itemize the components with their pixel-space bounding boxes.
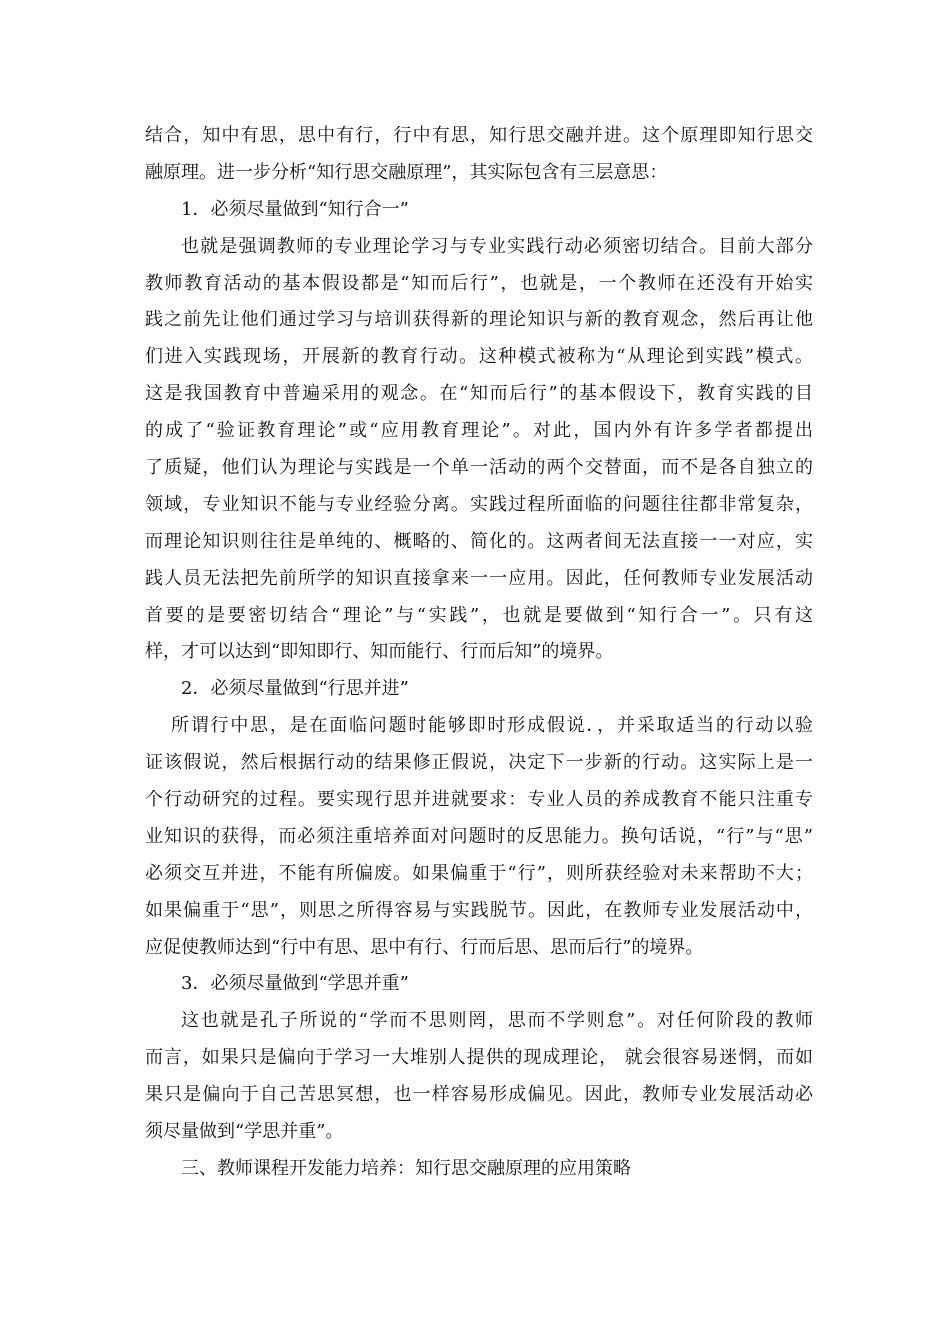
text-line: 的成了“验证教育理论”或“应用教育理论”。对此，国内外有许多学者都提出 [145, 420, 813, 442]
text-line: 必须交互并进，不能有所偏废。如果偏重于“行”，则所获经验对未来帮助不大； [145, 862, 813, 884]
text-line: 结合，知中有思，思中有行，行中有思，知行思交融并进。这个原理即知行思交 [145, 125, 813, 146]
text-line: 这也就是孔子所说的“学而不思则罔，思而不学则怠”。对任何阶段的教师 [181, 1010, 813, 1032]
text-line: 了质疑，他们认为理论与实践是一个单一活动的两个交替面，而不是各自独立的 [145, 457, 813, 479]
text-line: 领域，专业知识不能与专业经验分离。实践过程所面临的问题往往都非常复杂， [145, 493, 813, 515]
text-line: 们进入实践现场，开展新的教育行动。这种模式被称为“从理论到实践”模式。 [145, 346, 813, 368]
text-line: 践人员无法把先前所学的知识直接拿来一一应用。因此，任何教师专业发展活动 [145, 567, 813, 589]
text-line: 践之前先让他们通过学习与培训获得新的理论知识与新的教育观念，然后再让他 [145, 309, 813, 331]
text-line: 业知识的获得，而必须注重培养面对问题时的反思能力。换句话说，“行”与“思” [145, 825, 813, 847]
text-line: 教师教育活动的基本假设都是“知而后行”，也就是，一个教师在还没有开始实 [145, 272, 813, 294]
text-line: 果只是偏向于自己苦思冥想，也一样容易形成偏见。因此，教师专业发展活动必 [145, 1084, 813, 1106]
text-line: 样，才可以达到“即知即行、知而能行、行而后知”的境界。 [145, 641, 614, 663]
text-line: 融原理。进一步分析“知行思交融原理”，其实际包含有三层意思： [145, 161, 668, 183]
text-line: 证该假说，然后根据行动的结果修正假说，决定下一步新的行动。这实际上是一 [145, 752, 813, 774]
text-line: 而言，如果只是偏向于学习一大堆别人提供的现成理论， 就会很容易迷惘，而如 [145, 1047, 813, 1069]
text-line: 3．必须尽量做到“学思并重” [181, 973, 409, 995]
text-line: 应促使教师达到“行中有思、思中有行、行而后思、思而后行”的境界。 [145, 936, 704, 958]
text-line: 须尽量做到“学思并重”。 [145, 1121, 344, 1143]
text-line: 这是我国教育中普遍采用的观念。在“知而后行”的基本假设下，教育实践的目 [145, 383, 813, 405]
text-line: 2．必须尽量做到“行思并进” [181, 678, 409, 700]
text-line: 所谓行中思，是在面临问题时能够即时形成假说．，并采取适当的行动以验 [171, 715, 813, 737]
document-body [145, 118, 813, 1188]
text-line: 也就是强调教师的专业理论学习与专业实践行动必须密切结合。目前大部分 [181, 235, 813, 257]
text-line: 三、教师课程开发能力培养：知行思交融原理的应用策略 [181, 1157, 631, 1179]
text-line: 如果偏重于“思”，则思之所得容易与实践脱节。因此，在教师专业发展活动中， [145, 899, 813, 921]
text-line: 1．必须尽量做到“知行合一” [181, 198, 409, 220]
text-line: 个行动研究的过程。要实现行思并进就要求：专业人员的养成教育不能只注重专 [145, 789, 813, 811]
text-line: 首要的是要密切结合“理论”与“实践”，也就是要做到“知行合一”。只有这 [145, 604, 813, 626]
text-line: 而理论知识则往往是单纯的、概略的、简化的。这两者间无法直接一一对应，实 [145, 530, 813, 552]
